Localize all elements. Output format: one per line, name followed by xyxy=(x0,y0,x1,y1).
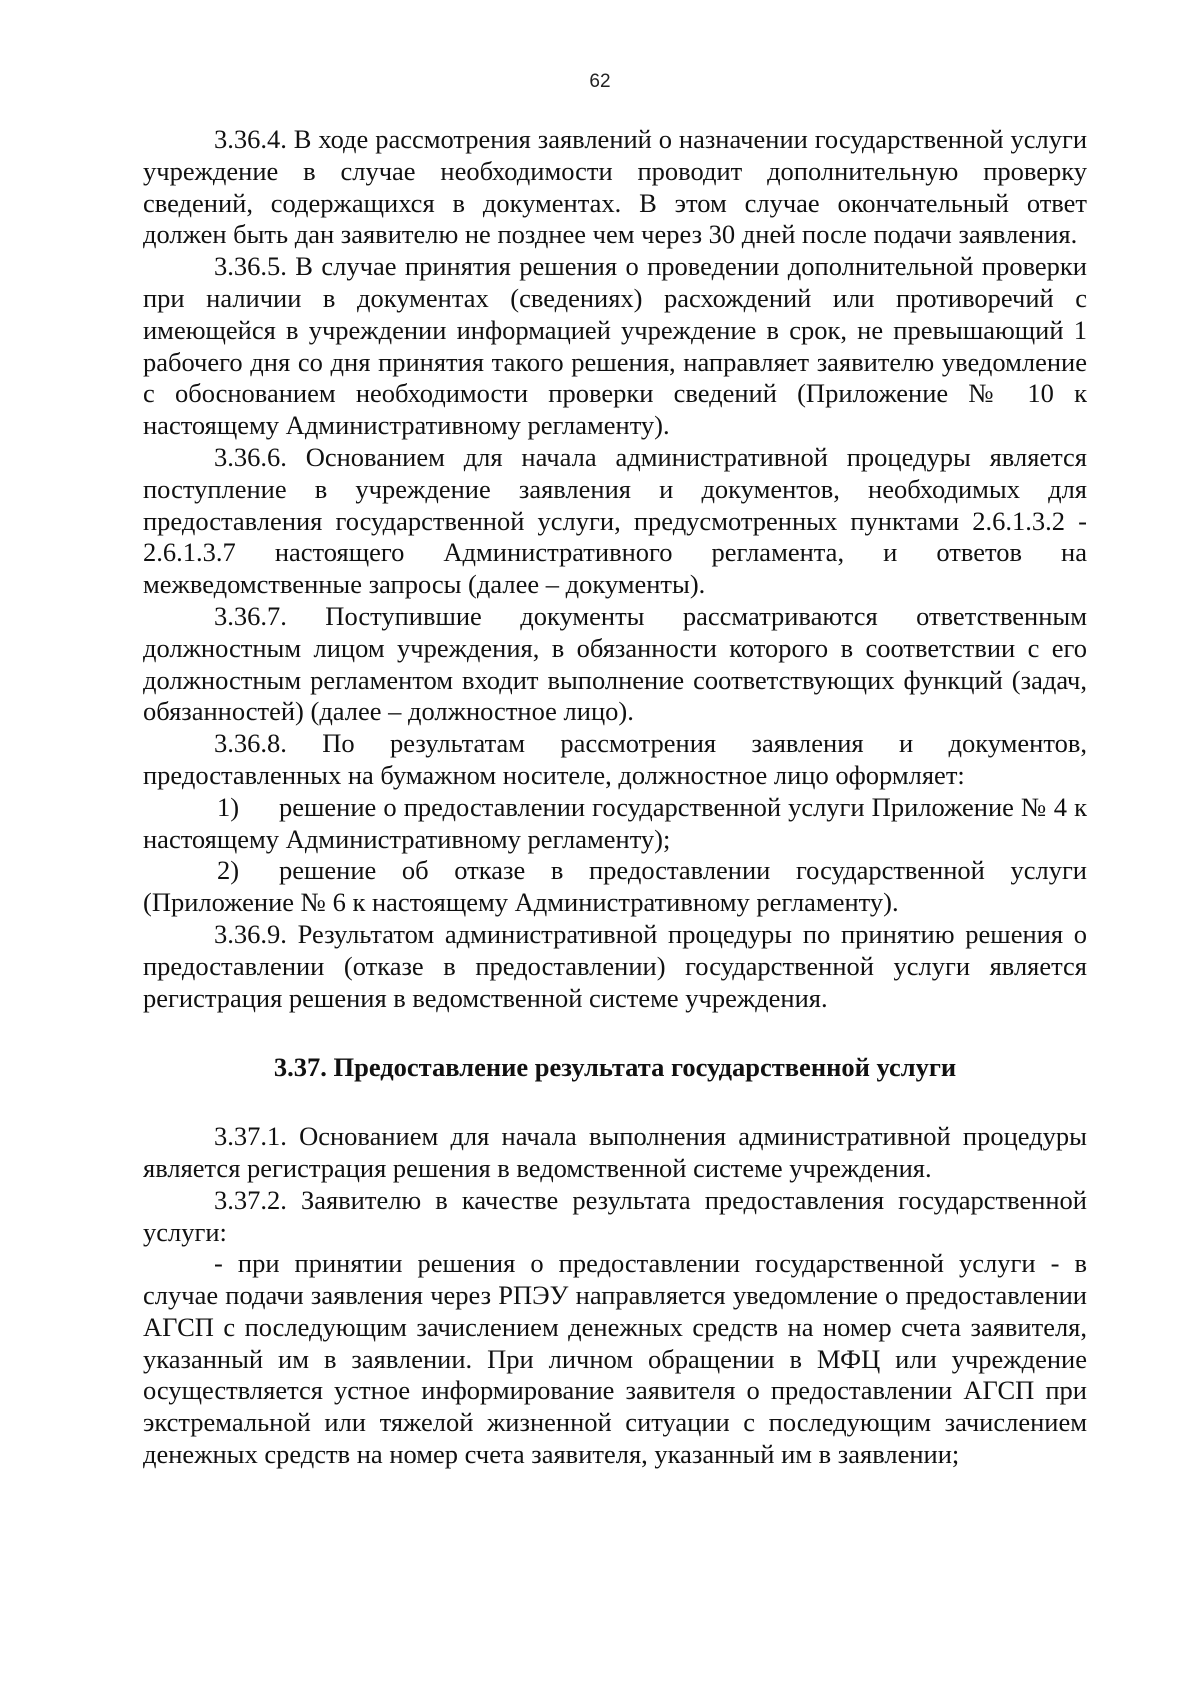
list-item-number: 2) xyxy=(217,855,240,886)
paragraph-3-36-6: 3.36.6. Основанием для начала административной процедуры является поступление в учреждение заявления и документов, необходимых для предоставления государственной услуги, предусмотренных пунктами 2.6.1.3.2 - 2.6.1.3.7 настоящего Административного регламента, и ответов на межведомственные запросы (далее – документы). xyxy=(143,441,1087,600)
paragraph-3-36-9: 3.36.9. Результатом административной процедуры по принятию решения о предоставлении (отказе в предоставлении) государственной услуги является регистрация решения в ведомственной системе учреждения. xyxy=(143,918,1087,1013)
paragraph-3-37-1: 3.37.1. Основанием для начала выполнения административной процедуры является регистрация решения в ведомственной системе учреждения. xyxy=(143,1121,1087,1183)
paragraph-3-36-8: 3.36.8. По результатам рассмотрения заявления и документов, предоставленных на бумажном носителе, должностное лицо оформляет: xyxy=(143,728,1087,790)
paragraph-3-36-5: 3.36.5. В случае принятия решения о проведении дополнительной проверки при наличии в документах (сведениях) расхождений или противоречий с имеющейся в учреждении информацией учреждение в срок, не превышающий 1 рабочего дня со дня принятия такого решения, направляет заявителю уведомление с обоснованием необходимости проверки сведений (Приложение № 10 к настоящему Административному регламенту). xyxy=(143,251,1087,441)
paragraph-3-36-7: 3.36.7. Поступившие документы рассматриваются ответственным должностным лицом учреждения, в обязанности которого в соответствии с его должностным регламентом входит выполнение соответствующих функций (задач, обязанностей) (далее – должностное лицо). xyxy=(143,600,1087,727)
list-item-text: решение о предоставлении государственной услуги Приложение № 4 к настоящему Административному регламенту); xyxy=(143,791,1087,854)
paragraph-3-36-4: 3.36.4. В ходе рассмотрения заявлений о назначении государственной услуги учреждение в случае необходимости проводит дополнительную проверку сведений, содержащихся в документах. В этом случае окончательный ответ должен быть дан заявителю не позднее чем через 30 дней после подачи заявления. xyxy=(143,124,1087,250)
document-body xyxy=(143,124,1087,1471)
section-heading: 3.37. Предоставление результата государственной услуги xyxy=(273,1052,957,1083)
list-item-2 xyxy=(143,855,1087,919)
list-item-number: 1) xyxy=(217,791,240,822)
list-item-text: решение об отказе в предоставлении государственной услуги (Приложение № 6 к настоящему Административному регламенту). xyxy=(143,855,1087,918)
paragraph-3-37-2: 3.37.2. Заявителю в качестве результата предоставления государственной услуги: xyxy=(143,1184,1087,1247)
paragraph-result-item: - при принятии решения о предоставлении государственной услуги - в случае подачи заявления через РПЭУ направляется уведомление о предоставлении АГСП с последующим зачислением денежных средств на номер счета заявителя, указанный им в заявлении. При личном обращении в МФЦ или учреждение осуществляется устное информирование заявителя о предоставлении АГСП при экстремальной или тяжелой жизненной ситуации с последующим зачислением денежных средств на номер счета заявителя, указанный им в заявлении; xyxy=(143,1248,1087,1470)
list-item-1 xyxy=(143,792,1087,856)
page-number: 62 xyxy=(589,71,611,92)
